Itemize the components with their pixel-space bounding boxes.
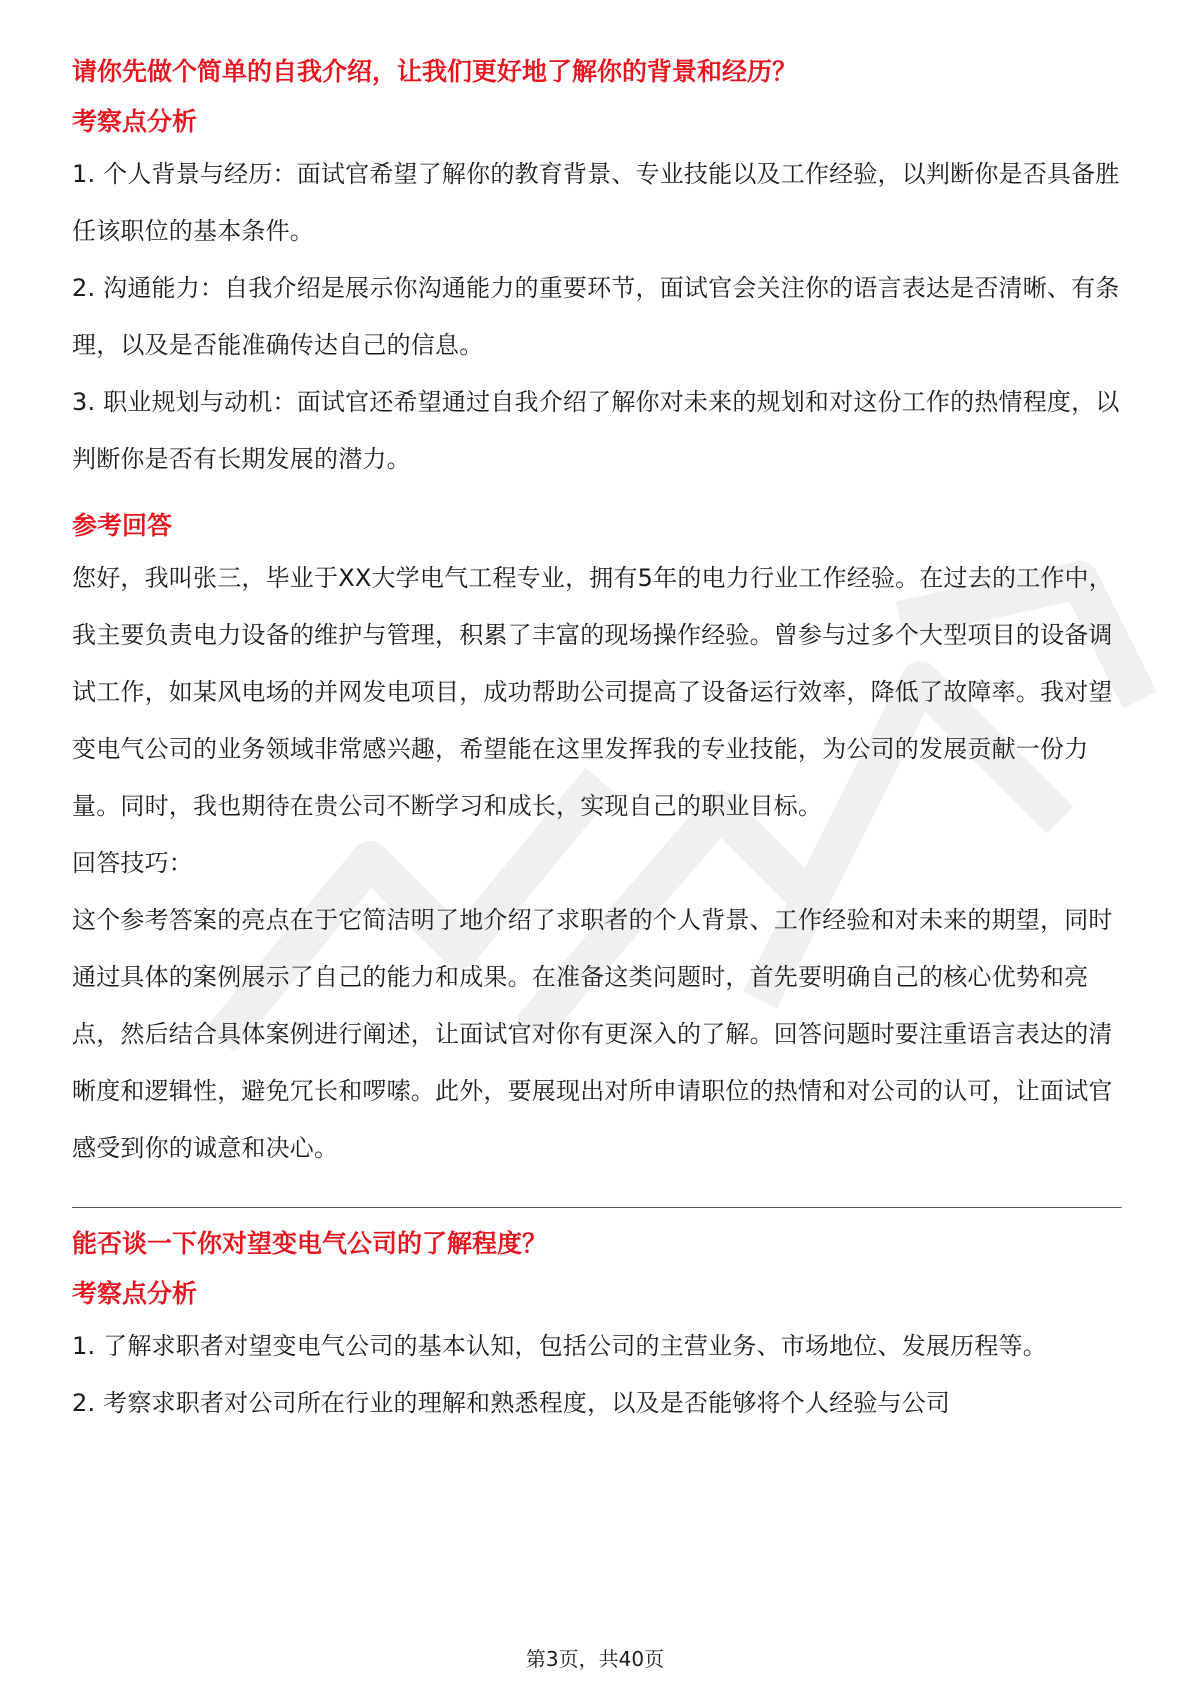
question-heading-1: 请你先做个简单的自我介绍，让我们更好地了解你的背景和经历？ [72, 57, 798, 86]
document-page [72, 52, 1122, 1432]
section-divider [72, 1207, 1122, 1208]
tips-text-1: 这个参考答案的亮点在于它简洁明了地介绍了求职者的个人背景、工作经验和对未来的期望，同时通过具体的案例展示了自己的能力和成果。在准备这类问题时，首先要明确自己的核心优势和亮点，然后结合具体案例进行阐述，让面试官对你有更深入的了解。回答问题时要注重语言表达的清晰度和逻辑性，避免冗长和啰嗦。此外，要展现出对所申请职位的热情和对公司的认可，让面试官感受到你的诚意和决心。 [72, 906, 1113, 1162]
analysis-item-1-1: 1. 个人背景与经历：面试官希望了解你的教育背景、专业技能以及工作经验，以判断你是否具备胜任该职位的基本条件。 [72, 160, 1120, 245]
analysis-item-1-3: 3. 职业规划与动机：面试官还希望通过自我介绍了解你对未来的规划和对这份工作的热情程度，以判断你是否有长期发展的潜力。 [72, 388, 1120, 473]
analysis-item-2-1: 1. 了解求职者对望变电气公司的基本认知，包括公司的主营业务、市场地位、发展历程等。 [72, 1332, 1047, 1360]
analysis-item-1-2: 2. 沟通能力：自我介绍是展示你沟通能力的重要环节，面试官会关注你的语言表达是否清晰、有条理，以及是否能准确传达自己的信息。 [72, 274, 1120, 359]
tips-title-1: 回答技巧： [72, 849, 193, 877]
analysis-item-2-2: 2. 考察求职者对公司所在行业的理解和熟悉程度，以及是否能够将个人经验与公司 [72, 1389, 951, 1417]
analysis-title-1: 考察点分析 [72, 107, 198, 136]
analysis-title-2: 考察点分析 [72, 1279, 198, 1308]
question-heading-2: 能否谈一下你对望变电气公司的了解程度？ [72, 1229, 548, 1258]
answer-text-1: 您好，我叫张三，毕业于XX大学电气工程专业，拥有5年的电力行业工作经验。在过去的工作中，我主要负责电力设备的维护与管理，积累了丰富的现场操作经验。曾参与过多个大型项目的设备调试工作，如某风电场的并网发电项目，成功帮助公司提高了设备运行效率，降低了故障率。我对望变电气公司的业务领域非常感兴趣，希望能在这里发挥我的专业技能，为公司的发展贡献一份力量。同时，我也期待在贵公司不断学习和成长，实现自己的职业目标。 [72, 564, 1113, 820]
answer-title-1: 参考回答 [72, 511, 173, 540]
page-number: 第3页，共40页 [525, 1647, 665, 1671]
